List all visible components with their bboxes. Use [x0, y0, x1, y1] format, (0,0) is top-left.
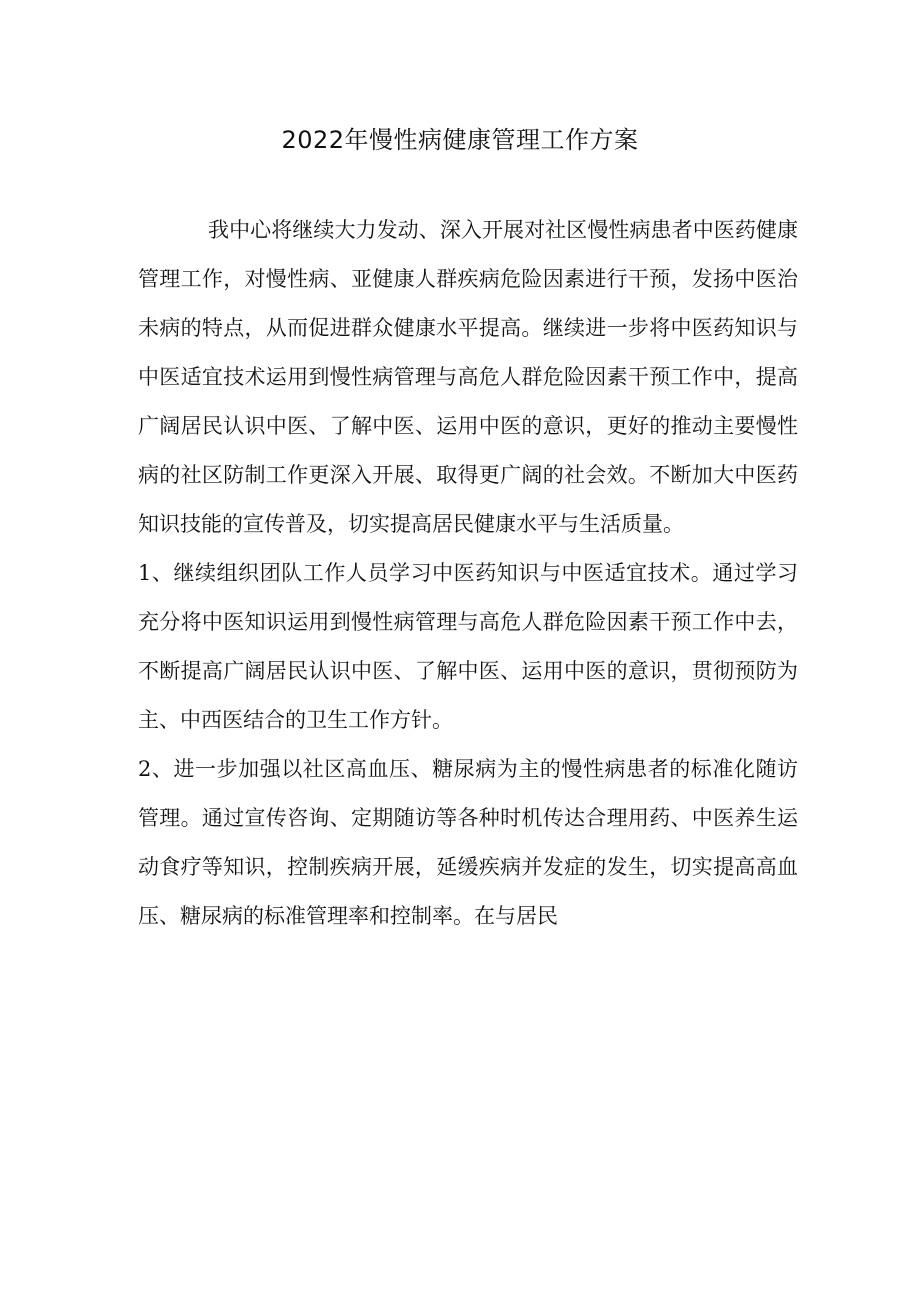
document-title: 2022年慢性病健康管理工作方案 [281, 126, 639, 154]
intro-paragraph: 我中心将继续大力发动、深入开展对社区慢性病患者中医药健康管理工作，对慢性病、亚健康人群疾病危险因素进行干预，发扬中医治未病的特点，从而促进群众健康水平提高。继续进一步将中医药知识与中医适宜技术运用到慢性病管理与高危人群危险因素干预工作中，提高广阔居民认识中医、了解中医、运用中医的意识，更好的推动主要慢性病的社区防制工作更深入开展、取得更广阔的社会效。不断加大中医药知识技能的宣传普及，切实提高居民健康水平与生活质量。 [138, 218, 798, 536]
item-1-paragraph: 1、继续组织团队工作人员学习中医药知识与中医适宜技术。通过学习充分将中医知识运用到慢性病管理与高危人群危险因素干预工作中去，不断提高广阔居民认识中医、了解中医、运用中医的意识，贯彻预防为主、中西医结合的卫生工作方针。 [138, 561, 798, 732]
document-body [138, 206, 798, 941]
item-2-paragraph: 2、进一步加强以社区高血压、糖尿病为主的慢性病患者的标准化随访管理。通过宣传咨询、定期随访等各种时机传达合理用药、中医养生运动食疗等知识，控制疾病开展，延缓疾病并发症的发生，切实提高高血压、糖尿病的标准管理率和控制率。在与居民 [138, 757, 798, 928]
